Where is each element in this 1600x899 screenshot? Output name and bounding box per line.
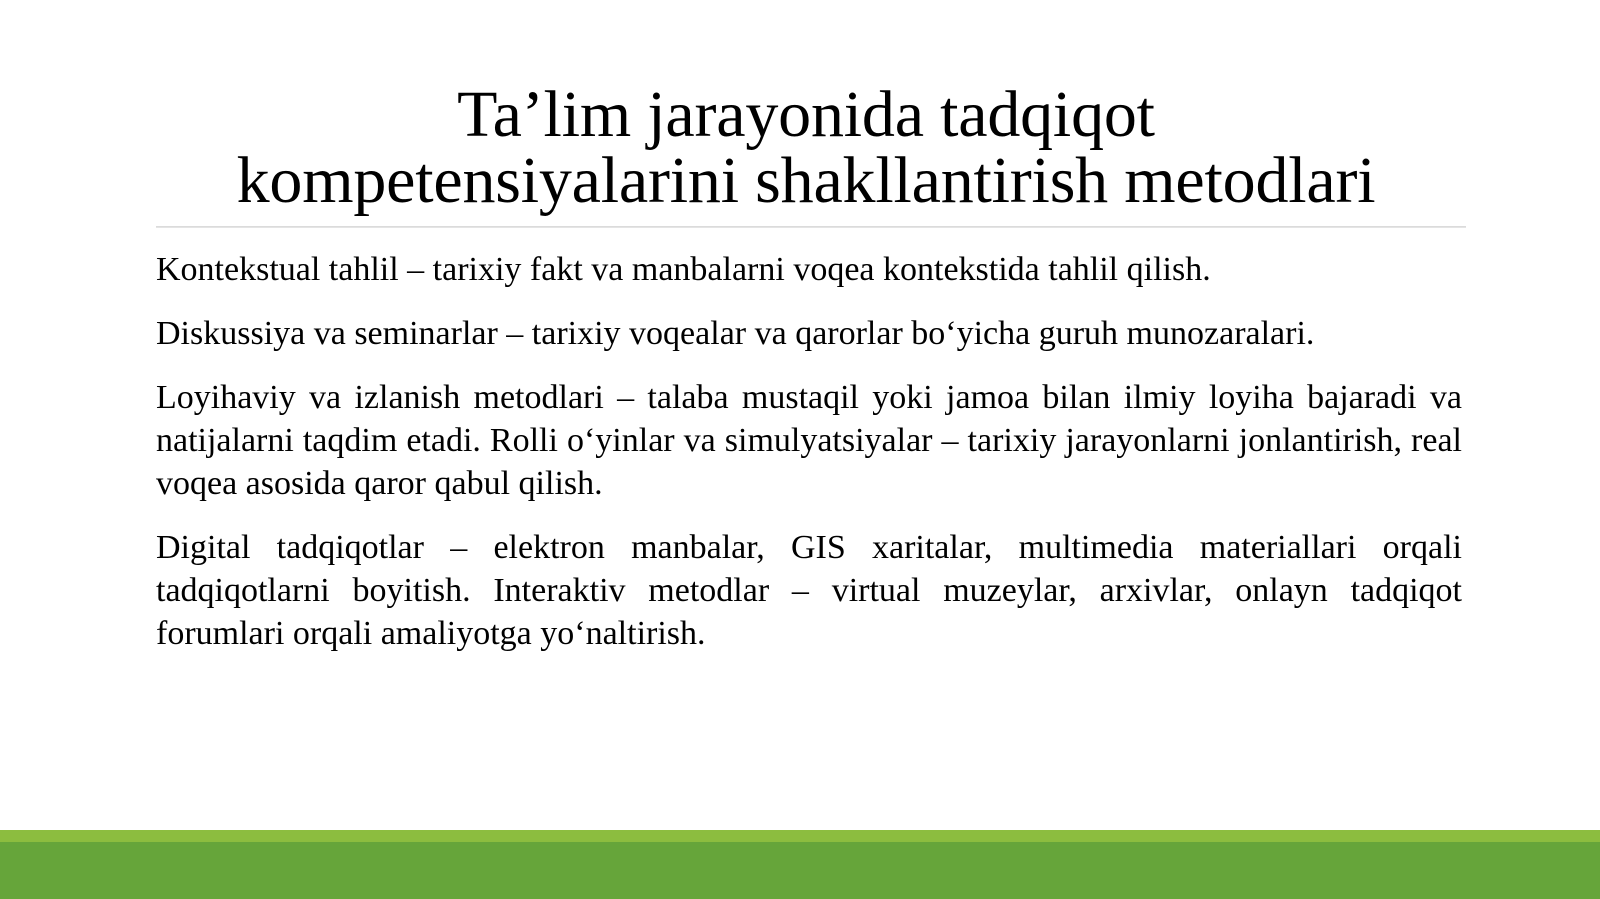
paragraph-contextual-analysis: Kontekstual tahlil – tarixiy fakt va manbalarni voqea kontekstida tahlil qilish. xyxy=(156,251,1211,288)
paragraph-project-methods: Loyihaviy va izlanish metodlari – talaba mustaqil yoki jamoa bilan ilmiy loyiha bajaradi va natijalarni taqdim etadi. Rolli o‘yinlar va simulyatsiyalar – tarixiy jarayonlarni jonlantirish, real voqea asosida qaror qabul qilish. xyxy=(156,379,1462,502)
paragraph-digital-research: Digital tadqiqotlar – elektron manbalar, GIS xaritalar, multimedia materiallari orqali tadqiqotlarni boyitish. Interaktiv metodlar – virtual muzeylar, arxivlar, onlayn tadqiqot forumlari orqali amaliyotga yo‘naltirish. xyxy=(156,529,1462,652)
slide-body xyxy=(156,248,1462,676)
title-divider xyxy=(156,226,1466,228)
footer-band-light xyxy=(0,830,1600,842)
paragraph-discussion-seminars: Diskussiya va seminarlar – tarixiy voqealar va qarorlar bo‘yicha guruh munozaralari. xyxy=(156,315,1315,352)
footer-band xyxy=(0,842,1600,899)
slide-title-line-2: kompetensiyalarini shakllantirish metodlari xyxy=(236,144,1376,217)
slide-title-line-1: Ta’lim jarayonida tadqiqot xyxy=(457,78,1155,151)
slide-title xyxy=(156,78,1456,217)
